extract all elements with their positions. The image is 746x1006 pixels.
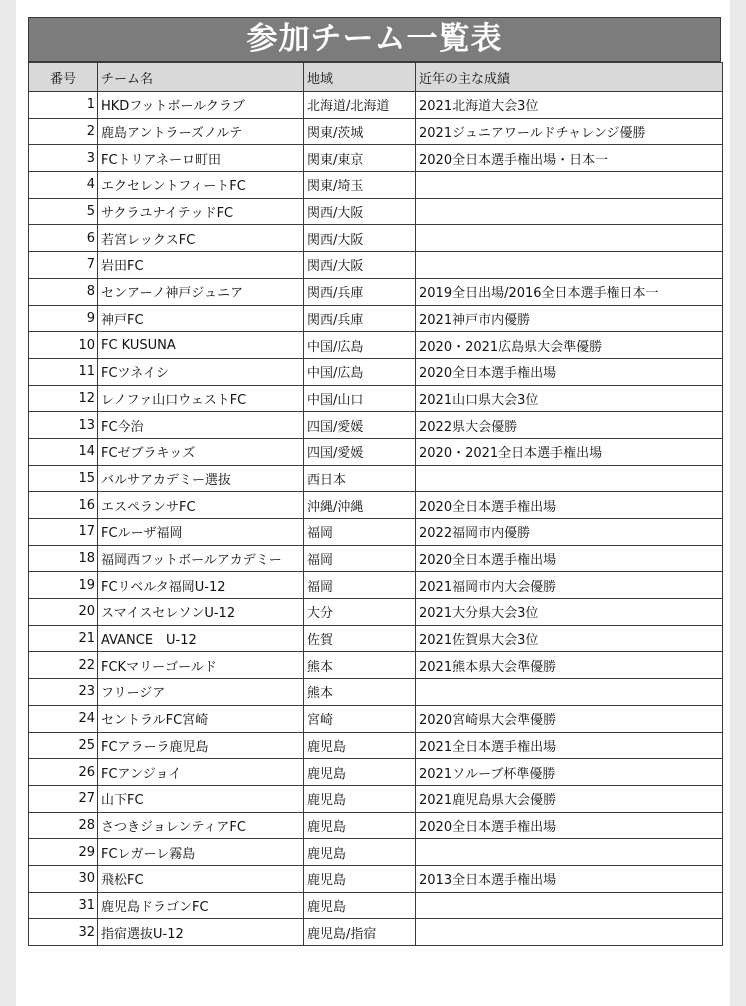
team-region: 西日本 [304,465,416,492]
row-number: 14 [29,438,98,465]
team-region: 関東/茨城 [304,118,416,145]
row-number: 19 [29,572,98,599]
row-number: 22 [29,652,98,679]
team-region: 佐賀 [304,625,416,652]
table-row [29,599,723,626]
team-name: さつきジョレンティアFC [98,812,304,839]
table-row [29,892,723,919]
team-name: エスペランサFC [98,492,304,519]
team-results [416,465,723,492]
page-title: 参加チーム一覧表 [28,17,721,62]
team-name: センアーノ神戸ジュニア [98,278,304,305]
row-number: 1 [29,92,98,119]
team-results: 2022福岡市内優勝 [416,519,723,546]
team-region: 鹿児島 [304,732,416,759]
team-region: 沖縄/沖縄 [304,492,416,519]
row-number: 27 [29,785,98,812]
team-name: FCアンジョイ [98,759,304,786]
header-no: 番号 [29,63,98,92]
table-row [29,732,723,759]
team-region: 鹿児島 [304,865,416,892]
table-row [29,438,723,465]
team-results: 2020宮崎県大会準優勝 [416,705,723,732]
row-number: 28 [29,812,98,839]
team-region: 福岡 [304,572,416,599]
team-results: 2020・2021全日本選手権出場 [416,438,723,465]
table-row [29,625,723,652]
row-number: 8 [29,278,98,305]
table-row [29,225,723,252]
row-number: 30 [29,865,98,892]
team-results: 2021佐賀県大会3位 [416,625,723,652]
team-results [416,839,723,866]
team-results [416,198,723,225]
row-number: 29 [29,839,98,866]
team-name: バルサアカデミー選抜 [98,465,304,492]
table-row [29,358,723,385]
team-results [416,225,723,252]
row-number: 31 [29,892,98,919]
row-number: 5 [29,198,98,225]
table-row [29,705,723,732]
row-number: 10 [29,332,98,359]
table-row [29,572,723,599]
team-region: 四国/愛媛 [304,412,416,439]
team-region: 福岡 [304,545,416,572]
row-number: 32 [29,919,98,946]
team-results: 2020全日本選手権出場 [416,358,723,385]
table-row [29,278,723,305]
table-row [29,839,723,866]
team-table [28,62,723,946]
table-row [29,865,723,892]
table-row [29,519,723,546]
row-number: 15 [29,465,98,492]
row-number: 3 [29,145,98,172]
team-name: FCKマリーゴールド [98,652,304,679]
table-row [29,118,723,145]
team-region: 中国/山口 [304,385,416,412]
team-region: 宮崎 [304,705,416,732]
team-region: 関西/大阪 [304,225,416,252]
team-name: 神戸FC [98,305,304,332]
team-region: 関西/大阪 [304,198,416,225]
team-name: AVANCE U-12 [98,625,304,652]
team-region: 関東/埼玉 [304,172,416,199]
team-name: 福岡西フットボールアカデミー [98,545,304,572]
team-name: FCアラーラ鹿児島 [98,732,304,759]
team-results [416,679,723,706]
row-number: 18 [29,545,98,572]
team-name: FC KUSUNA [98,332,304,359]
team-name: 鹿島アントラーズノルテ [98,118,304,145]
row-number: 23 [29,679,98,706]
team-results [416,172,723,199]
table-row [29,305,723,332]
team-name: 鹿児島ドラゴンFC [98,892,304,919]
team-region: 関東/東京 [304,145,416,172]
row-number: 11 [29,358,98,385]
table-row [29,492,723,519]
team-results: 2013全日本選手権出場 [416,865,723,892]
team-name: レノファ山口ウェストFC [98,385,304,412]
row-number: 4 [29,172,98,199]
team-results: 2020・2021広島県大会準優勝 [416,332,723,359]
row-number: 2 [29,118,98,145]
team-region: 四国/愛媛 [304,438,416,465]
team-results [416,919,723,946]
team-name: FCゼブラキッズ [98,438,304,465]
row-number: 12 [29,385,98,412]
table-row [29,198,723,225]
team-results: 2020全日本選手権出場 [416,812,723,839]
row-number: 25 [29,732,98,759]
row-number: 16 [29,492,98,519]
team-results [416,252,723,279]
header-region: 地域 [304,63,416,92]
table-row [29,919,723,946]
team-name: FCルーザ福岡 [98,519,304,546]
team-name: 山下FC [98,785,304,812]
table-row [29,679,723,706]
team-results: 2021鹿児島県大会優勝 [416,785,723,812]
team-name: サクラユナイテッドFC [98,198,304,225]
team-region: 熊本 [304,679,416,706]
team-region: 鹿児島 [304,785,416,812]
header-row [29,63,723,92]
team-results: 2019全日出場/2016全日本選手権日本一 [416,278,723,305]
team-name: セントラルFC宮崎 [98,705,304,732]
team-region: 北海道/北海道 [304,92,416,119]
team-region: 鹿児島 [304,892,416,919]
table-row [29,385,723,412]
row-number: 9 [29,305,98,332]
team-results: 2021北海道大会3位 [416,92,723,119]
table-row [29,332,723,359]
team-name: 岩田FC [98,252,304,279]
table-row [29,759,723,786]
team-results: 2021熊本県大会準優勝 [416,652,723,679]
team-results: 2021山口県大会3位 [416,385,723,412]
team-region: 中国/広島 [304,358,416,385]
team-results: 2021ソルーブ杯準優勝 [416,759,723,786]
table-row [29,465,723,492]
row-number: 6 [29,225,98,252]
team-name: FCレガーレ霧島 [98,839,304,866]
table-row [29,812,723,839]
row-number: 20 [29,599,98,626]
row-number: 13 [29,412,98,439]
table-body [29,92,723,946]
team-name: HKDフットボールクラブ [98,92,304,119]
row-number: 21 [29,625,98,652]
team-name: 若宮レックスFC [98,225,304,252]
header-team: チーム名 [98,63,304,92]
table-row [29,785,723,812]
team-name: フリージア [98,679,304,706]
team-results [416,892,723,919]
table-row [29,412,723,439]
team-region: 関西/大阪 [304,252,416,279]
team-results: 2021福岡市内大会優勝 [416,572,723,599]
team-name: スマイスセレソンU-12 [98,599,304,626]
team-results: 2021ジュニアワールドチャレンジ優勝 [416,118,723,145]
row-number: 17 [29,519,98,546]
team-results: 2021神戸市内優勝 [416,305,723,332]
row-number: 26 [29,759,98,786]
team-region: 福岡 [304,519,416,546]
team-results: 2020全日本選手権出場 [416,492,723,519]
team-name: エクセレントフィートFC [98,172,304,199]
team-region: 中国/広島 [304,332,416,359]
team-results: 2022県大会優勝 [416,412,723,439]
table-row [29,145,723,172]
team-name: FCトリアネーロ町田 [98,145,304,172]
row-number: 7 [29,252,98,279]
team-region: 大分 [304,599,416,626]
team-region: 鹿児島 [304,759,416,786]
table-row [29,545,723,572]
team-region: 鹿児島/指宿 [304,919,416,946]
team-region: 関西/兵庫 [304,278,416,305]
row-number: 24 [29,705,98,732]
header-results: 近年の主な成績 [416,63,723,92]
team-name: FCリベルタ福岡U-12 [98,572,304,599]
table-row [29,92,723,119]
team-name: FCツネイシ [98,358,304,385]
team-results: 2021大分県大会3位 [416,599,723,626]
table-row [29,652,723,679]
team-name: FC今治 [98,412,304,439]
team-results: 2020全日本選手権出場・日本一 [416,145,723,172]
team-region: 鹿児島 [304,839,416,866]
team-region: 鹿児島 [304,812,416,839]
team-region: 関西/兵庫 [304,305,416,332]
team-results: 2020全日本選手権出場 [416,545,723,572]
team-region: 熊本 [304,652,416,679]
team-name: 飛松FC [98,865,304,892]
table-row [29,172,723,199]
team-results: 2021全日本選手権出場 [416,732,723,759]
team-name: 指宿選抜U-12 [98,919,304,946]
table-row [29,252,723,279]
